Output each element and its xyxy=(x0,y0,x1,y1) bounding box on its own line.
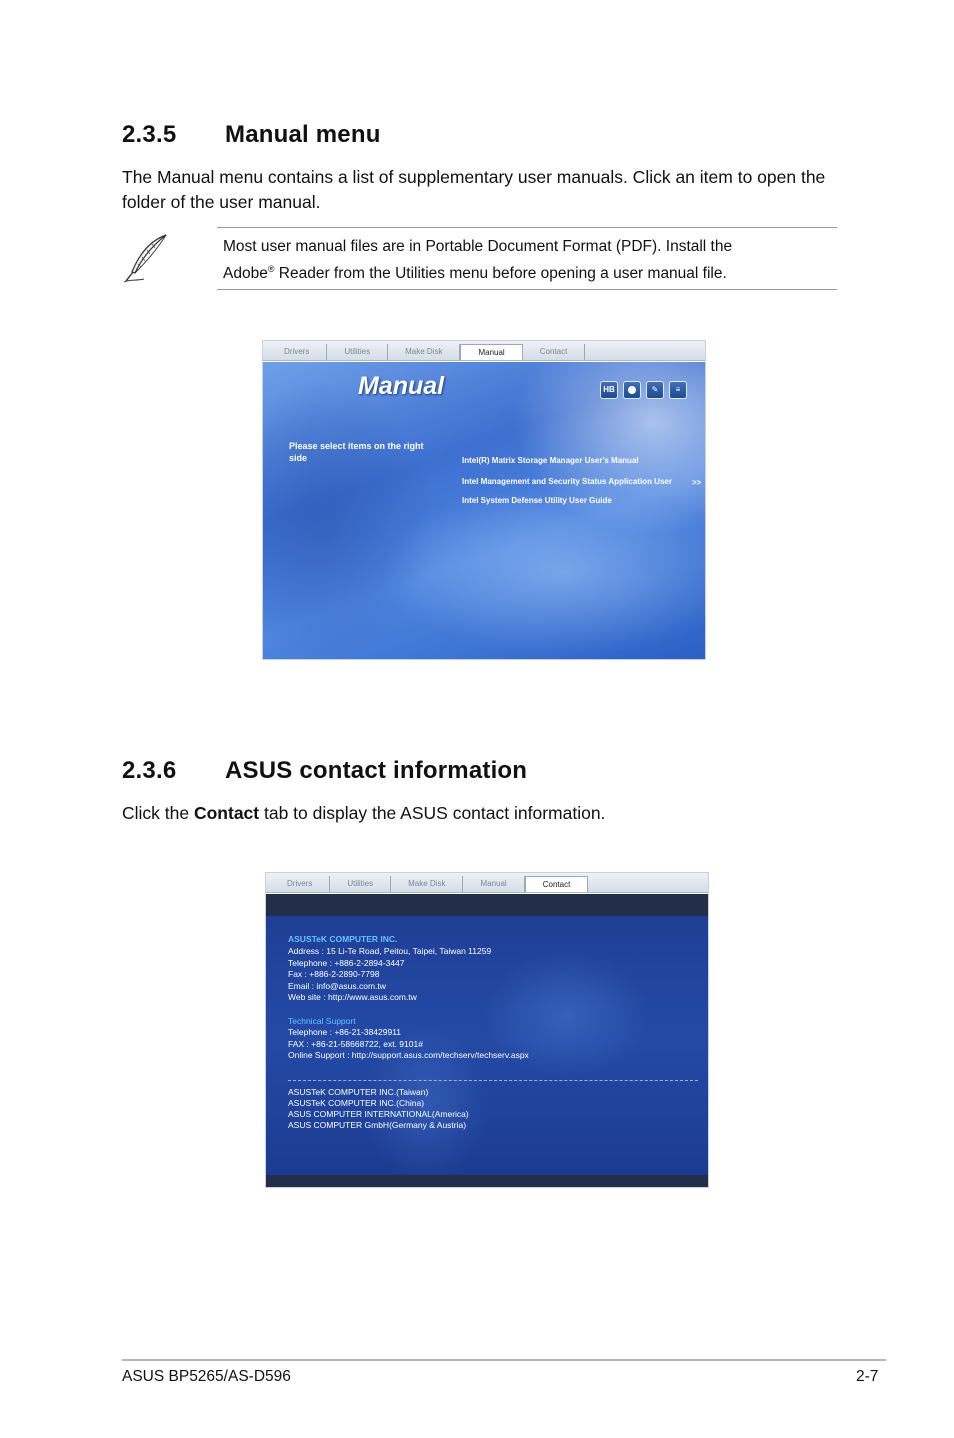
online-support-link[interactable]: http://support.asus.com/techserv/techserv.aspx xyxy=(351,1050,529,1060)
manual-panel xyxy=(263,362,705,659)
tab-manual[interactable]: Manual xyxy=(460,344,522,360)
wrench-icon[interactable]: ✎ xyxy=(646,381,664,399)
contact-desc-bold: Contact xyxy=(193,803,260,823)
footer-page-number: 2-7 xyxy=(856,1368,879,1385)
quill-pen-icon xyxy=(122,232,170,284)
section-heading-contact xyxy=(122,757,527,785)
company-fax: Fax : +886-2-2890-7798 xyxy=(288,969,380,979)
contact-divider xyxy=(288,1080,698,1081)
contact-top-band xyxy=(266,894,708,916)
contact-description xyxy=(122,801,605,826)
office-china[interactable]: ASUSTeK COMPUTER INC.(China) xyxy=(288,1098,425,1108)
note-text xyxy=(223,235,835,285)
tab-manual[interactable]: Manual xyxy=(463,876,524,892)
manual-item-system-defense[interactable]: Intel System Defense Utility User Guide xyxy=(462,496,612,505)
note-adobe: Adobe xyxy=(223,265,268,283)
tech-fax: FAX : +86-21-58668722, ext. 9101# xyxy=(288,1039,423,1049)
company-heading: ASUSTeK COMPUTER INC. xyxy=(288,934,398,944)
hb-icon[interactable]: HB xyxy=(600,381,618,399)
tab-drivers[interactable]: Drivers xyxy=(270,876,330,892)
tab-bar xyxy=(263,341,705,361)
tab-make-disk[interactable]: Make Disk xyxy=(391,876,463,892)
manual-item-management-security[interactable]: Intel Management and Security Status Application User xyxy=(462,477,672,486)
note-line-2 xyxy=(223,258,835,285)
company-address: Address : 15 Li-Te Road, Peitou, Taipei, Taiwan 11259 xyxy=(288,946,492,956)
registered-mark: ® xyxy=(267,264,275,274)
office-taiwan[interactable]: ASUSTeK COMPUTER INC.(Taiwan) xyxy=(288,1087,429,1097)
select-instruction: Please select items on the right side xyxy=(289,441,424,463)
footer-rule xyxy=(122,1359,886,1361)
manual-menu-description: The Manual menu contains a list of supplementary user manuals. Click an item to open the folder of the user manual. xyxy=(122,167,826,212)
tab-contact[interactable]: Contact xyxy=(525,876,589,892)
section-heading-manual-menu xyxy=(122,121,381,149)
online-support-label: Online Support : xyxy=(288,1050,352,1060)
contact-bottom-band xyxy=(266,1175,708,1187)
contact-desc-part-2: tab to display the ASUS contact information. xyxy=(259,803,606,823)
contact-desc-part-1: Click the xyxy=(122,803,194,823)
tech-telephone: Telephone : +86-21-38429911 xyxy=(288,1027,402,1037)
tab-drivers[interactable]: Drivers xyxy=(267,344,327,360)
manual-title: Manual xyxy=(358,372,445,400)
footer-product: ASUS BP5265/AS-D596 xyxy=(122,1368,291,1385)
section-number: 2.3.5 xyxy=(122,121,177,148)
tab-utilities[interactable]: Utilities xyxy=(327,344,388,360)
tab-make-disk[interactable]: Make Disk xyxy=(388,344,460,360)
company-email: Email : info@asus.com.tw xyxy=(288,981,386,991)
online-support xyxy=(288,1050,529,1060)
section-title: Manual menu xyxy=(225,121,381,148)
tab-contact[interactable]: Contact xyxy=(523,344,586,360)
document-icon[interactable]: ≡ xyxy=(669,381,687,399)
office-america[interactable]: ASUS COMPUTER INTERNATIONAL(America) xyxy=(288,1109,469,1119)
tab-bar xyxy=(266,873,708,893)
manual-item-matrix-storage[interactable]: Intel(R) Matrix Storage Manager User's Manual xyxy=(462,456,639,465)
note-top-rule xyxy=(217,227,837,228)
section-number: 2.3.6 xyxy=(122,757,177,784)
contact-panel xyxy=(266,894,708,1187)
note-line-1: Most user manual files are in Portable Document Format (PDF). Install the xyxy=(223,238,733,255)
contact-screen xyxy=(265,872,709,1188)
section-title: ASUS contact information xyxy=(225,757,528,784)
cd-icon[interactable] xyxy=(623,381,641,399)
tab-utilities[interactable]: Utilities xyxy=(330,876,391,892)
office-germany-austria[interactable]: ASUS COMPUTER GmbH(Germany & Austria) xyxy=(288,1120,467,1130)
note-line-2-rest: Reader from the Utilities menu before opening a user manual file. xyxy=(274,265,727,283)
more-marker[interactable]: >> xyxy=(692,478,702,487)
note-bottom-rule xyxy=(217,289,837,290)
company-website: Web site : http://www.asus.com.tw xyxy=(288,992,417,1002)
manual-screen xyxy=(262,340,706,660)
company-telephone: Telephone : +886-2-2894-3447 xyxy=(288,958,405,968)
tech-support-heading: Technical Support xyxy=(288,1016,356,1026)
